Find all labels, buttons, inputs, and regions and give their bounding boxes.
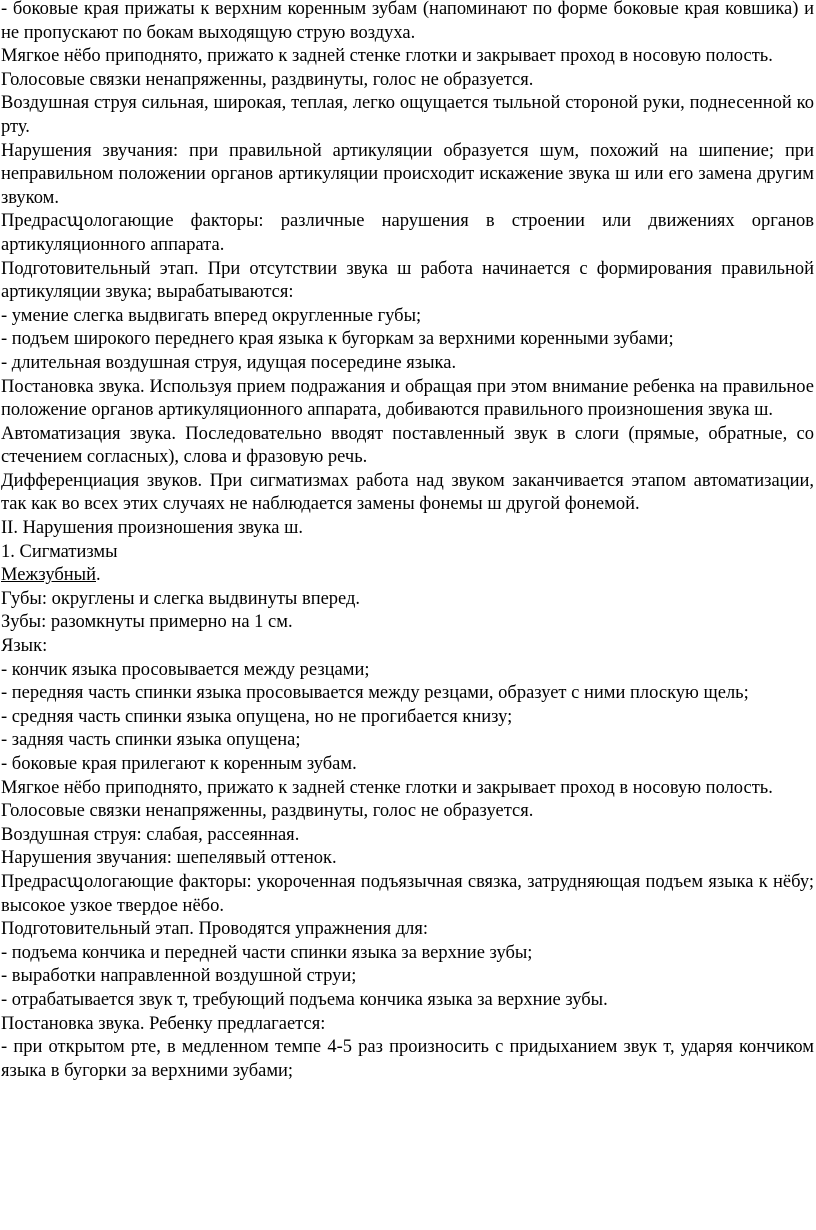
paragraph: - длительная воздушная струя, идущая посередине языка. — [1, 352, 457, 373]
paragraph: Воздушная струя сильная, широкая, теплая, легко ощущается тыльной стороной руки, поднесенной ко рту. — [1, 93, 814, 137]
paragraph: Подготовительный этап. При отсутствии звука ш работа начинается с формирования правильной артикуляции звука; вырабатываются: — [1, 258, 814, 303]
paragraph: Зубы: разомкнуты примерно на 1 см. — [1, 612, 293, 633]
document-body — [1, 0, 814, 1083]
subheading-line — [1, 564, 814, 588]
paragraph: Мягкое нёбо приподнято, прижато к задней стенке глотки и закрывает проход в носовую полость. — [1, 777, 773, 798]
paragraph: - передняя часть спинки языка просовывается между резцами, образует с ними плоскую щель; — [1, 683, 749, 704]
subheading-label: Межзубный — [1, 565, 96, 586]
paragraph: - подъем широкого переднего края языка к бугоркам за верхними коренными зубами; — [1, 329, 674, 350]
paragraph: - задняя часть спинки языка опущена; — [1, 730, 301, 751]
paragraph: Нарушения звучания: при правильной артикуляции образуется шум, похожий на шипение; при неправильном положении органов артикуляции происходит искажение звука ш или его замена другим звуком. — [1, 140, 814, 208]
subsection-heading: 1. Сигматизмы — [1, 541, 118, 562]
paragraph: - отрабатывается звук т, требующий подъема кончика языка за верхние зубы. — [1, 989, 608, 1010]
paragraph: Предрасպологающие факторы: различные нарушения в строении или движениях органов артикуляционного аппарата. — [1, 211, 814, 255]
paragraph: - умение слегка выдвигать вперед округленные губы; — [1, 305, 422, 326]
paragraph: Губы: округлены и слегка выдвинуты вперед. — [1, 588, 361, 609]
paragraph: - подъема кончика и передней части спинки языка за верхние зубы; — [1, 942, 533, 963]
paragraph: Подготовительный этап. Проводятся упражнения для: — [1, 919, 429, 940]
paragraph: - боковые края прижаты к верхним коренным зубам (напоминают по форме боковые края ковшика) и не пропускают по бокам выходящую струю воздуха. — [1, 0, 814, 43]
paragraph: - кончик языка просовывается между резцами; — [1, 659, 370, 680]
paragraph: Дифференциация звуков. При сигматизмах работа над звуком заканчивается этапом автоматизации, так как во всех этих случаях не наблюдается замены фонемы ш другой фонемой. — [1, 470, 814, 515]
paragraph: Нарушения звучания: шепелявый оттенок. — [1, 848, 337, 869]
paragraph: Мягкое нёбо приподнято, прижато к задней стенке глотки и закрывает проход в носовую полость. — [1, 46, 773, 67]
paragraph: - при открытом рте, в медленном темпе 4-5 раз произносить с придыханием звук т, ударяя кончиком языка в бугорки за верхними зубами; — [1, 1037, 814, 1081]
paragraph: Постановка звука. Используя прием подражания и обращая при этом внимание ребенка на правильное положение органов артикуляционного аппарата, добиваются правильного произношения звука ш. — [1, 376, 814, 421]
paragraph: Автоматизация звука. Последовательно вводят поставленный звук в слоги (прямые, обратные, со стечением согласных), слова и фразовую речь. — [1, 423, 814, 468]
paragraph: Постановка звука. Ребенку предлагается: — [1, 1013, 326, 1034]
paragraph: Язык: — [1, 636, 48, 657]
subheading-suffix: . — [96, 565, 101, 586]
paragraph: Предрасպологающие факторы: укороченная подъязычная связка, затрудняющая подъем языка к нёбу; высокое узкое твердое нёбо. — [1, 871, 814, 916]
section-heading: II. Нарушения произношения звука ш. — [1, 518, 304, 539]
paragraph: Воздушная струя: слабая, рассеянная. — [1, 824, 300, 845]
paragraph: Голосовые связки ненапряженны, раздвинуты, голос не образуется. — [1, 69, 534, 90]
paragraph: - боковые края прилегают к коренным зубам. — [1, 754, 357, 774]
paragraph: - выработки направленной воздушной струи; — [1, 966, 357, 987]
paragraph: - средняя часть спинки языка опущена, но не прогибается книзу; — [1, 706, 513, 727]
paragraph: Голосовые связки ненапряженны, раздвинуты, голос не образуется. — [1, 801, 534, 822]
